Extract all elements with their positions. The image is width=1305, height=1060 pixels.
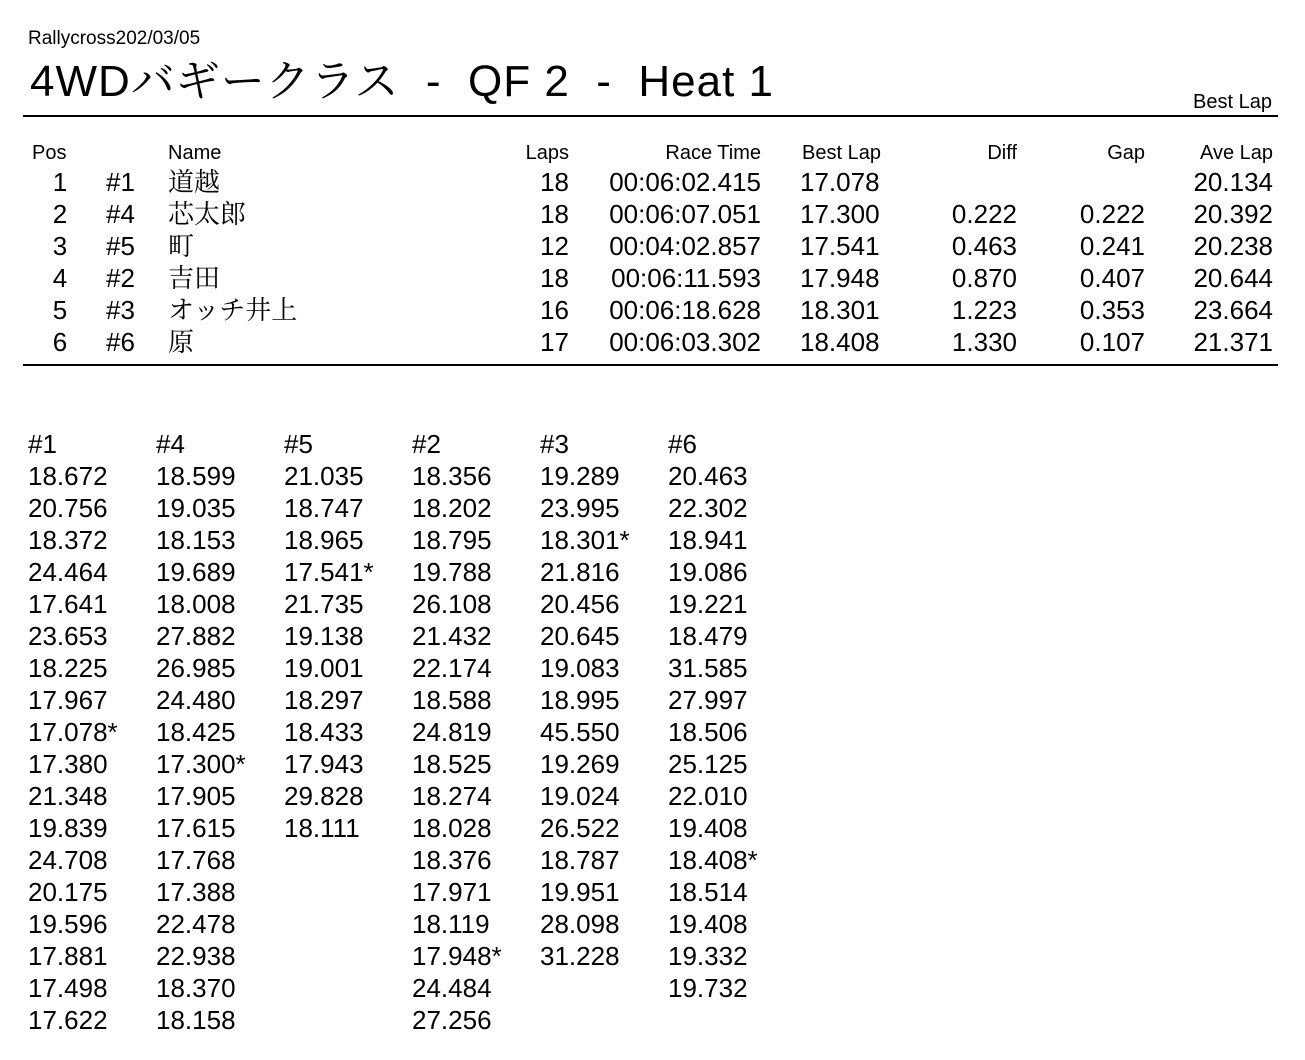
- lap-time: 19.086: [668, 557, 748, 587]
- lap-time: 17.881: [28, 941, 108, 971]
- lap-time: 28.098: [540, 909, 620, 939]
- result-race-time: 00:06:07.051: [609, 199, 761, 229]
- result-ave-lap: 23.664: [1193, 295, 1273, 325]
- result-ave-lap: 20.392: [1193, 199, 1273, 229]
- lap-time: 19.289: [540, 461, 620, 491]
- result-ave-lap: 20.134: [1193, 167, 1273, 197]
- col-header-best-lap: Best Lap: [802, 142, 881, 164]
- lap-time: 17.943: [284, 749, 364, 779]
- lap-time: 17.541*: [284, 557, 374, 587]
- result-race-time: 00:06:11.593: [611, 263, 761, 293]
- lap-time: 17.622: [28, 1005, 108, 1035]
- lap-time: 18.747: [284, 493, 364, 523]
- top-rule: [23, 115, 1278, 117]
- col-header-race-time: Race Time: [665, 142, 761, 164]
- lap-column-car: #3: [540, 429, 569, 459]
- lap-time: 18.225: [28, 653, 108, 683]
- lap-time: 18.202: [412, 493, 492, 523]
- result-pos: 5: [52, 295, 68, 325]
- lap-time: 18.356: [412, 461, 492, 491]
- result-gap: 0.407: [1079, 263, 1145, 293]
- lap-time: 24.480: [156, 685, 236, 715]
- lap-time: 19.408: [668, 909, 748, 939]
- result-row: [0, 230, 1305, 262]
- lap-time: 18.795: [412, 525, 492, 555]
- result-best-lap: 17.541: [800, 231, 880, 261]
- lap-column: [284, 428, 412, 1036]
- lap-time: 18.787: [540, 845, 620, 875]
- lap-time: 45.550: [540, 717, 620, 747]
- mode-label: Best Lap: [1193, 91, 1272, 113]
- lap-time: 19.596: [28, 909, 108, 939]
- lap-time: 18.514: [668, 877, 748, 907]
- result-car-number: #5: [106, 231, 135, 261]
- result-ave-lap: 20.644: [1193, 263, 1273, 293]
- result-pos: 4: [52, 263, 68, 293]
- lap-time: 21.035: [284, 461, 364, 491]
- result-race-time: 00:04:02.857: [609, 231, 761, 261]
- lap-column-car: #4: [156, 429, 185, 459]
- lap-time: 19.138: [284, 621, 364, 651]
- result-row: [0, 198, 1305, 230]
- result-row: [0, 166, 1305, 198]
- lap-time: 27.256: [412, 1005, 492, 1035]
- result-row: [0, 326, 1305, 358]
- result-laps: 12: [540, 231, 569, 261]
- result-driver-name: オッチ井上: [168, 295, 298, 325]
- lap-time: 18.408*: [668, 845, 758, 875]
- col-header-laps: Laps: [525, 142, 569, 164]
- result-diff: 0.870: [951, 263, 1017, 293]
- result-car-number: #6: [106, 327, 135, 357]
- lap-time: 17.078*: [28, 717, 118, 747]
- lap-time: 20.456: [540, 589, 620, 619]
- lap-time: 27.882: [156, 621, 236, 651]
- lap-time: 18.941: [668, 525, 748, 555]
- result-ave-lap: 21.371: [1193, 327, 1273, 357]
- lap-time: 18.111: [284, 813, 360, 843]
- lap-time: 19.024: [540, 781, 620, 811]
- lap-time: 24.464: [28, 557, 108, 587]
- lap-column: [28, 428, 156, 1036]
- result-diff: 1.330: [951, 327, 1017, 357]
- lap-time: 21.816: [540, 557, 620, 587]
- lap-time: 26.522: [540, 813, 620, 843]
- results-header-row: [0, 140, 1305, 166]
- result-laps: 16: [540, 295, 569, 325]
- lap-time: 26.108: [412, 589, 492, 619]
- lap-time: 18.425: [156, 717, 236, 747]
- result-diff: 0.222: [951, 199, 1017, 229]
- lap-time: 18.153: [156, 525, 236, 555]
- lap-time: 18.479: [668, 621, 748, 651]
- result-laps: 17: [540, 327, 569, 357]
- results-table: [0, 140, 1305, 358]
- lap-time: 29.828: [284, 781, 364, 811]
- lap-time: 17.768: [156, 845, 236, 875]
- report-subtitle: Rallycross202/03/05: [28, 28, 201, 49]
- col-header-pos: Pos: [32, 142, 67, 164]
- result-ave-lap: 20.238: [1193, 231, 1273, 261]
- result-row: [0, 294, 1305, 326]
- result-car-number: #3: [106, 295, 135, 325]
- lap-time: 17.380: [28, 749, 108, 779]
- lap-time: 31.585: [668, 653, 748, 683]
- lap-time: 17.388: [156, 877, 236, 907]
- lap-time: 19.269: [540, 749, 620, 779]
- result-best-lap: 18.408: [800, 327, 880, 357]
- lap-time: 25.125: [668, 749, 748, 779]
- result-pos: 6: [52, 327, 68, 357]
- lap-column: [540, 428, 668, 1036]
- lap-time: 19.035: [156, 493, 236, 523]
- result-pos: 1: [52, 167, 68, 197]
- result-race-time: 00:06:02.415: [609, 167, 761, 197]
- lap-time: 18.119: [412, 909, 490, 939]
- result-laps: 18: [540, 167, 569, 197]
- lap-time: 18.965: [284, 525, 364, 555]
- lap-time: 24.708: [28, 845, 108, 875]
- lap-time: 19.408: [668, 813, 748, 843]
- result-race-time: 00:06:03.302: [609, 327, 761, 357]
- lap-time: 20.175: [28, 877, 108, 907]
- lap-time: 27.997: [668, 685, 748, 715]
- lap-column-car: #2: [412, 429, 441, 459]
- lap-time: 17.967: [28, 685, 108, 715]
- lap-time: 19.732: [668, 973, 748, 1003]
- lap-time: 18.376: [412, 845, 492, 875]
- lap-time: 18.506: [668, 717, 748, 747]
- result-driver-name: 原: [168, 327, 195, 357]
- lap-time: 17.905: [156, 781, 236, 811]
- lap-column-car: #5: [284, 429, 313, 459]
- lap-time: 23.653: [28, 621, 108, 651]
- lap-time: 18.370: [156, 973, 236, 1003]
- lap-time: 19.788: [412, 557, 492, 587]
- result-best-lap: 17.948: [800, 263, 880, 293]
- lap-time: 20.645: [540, 621, 620, 651]
- lap-time: 17.615: [156, 813, 236, 843]
- lap-time: 19.839: [28, 813, 108, 843]
- lap-time: 20.756: [28, 493, 108, 523]
- lap-time: 17.971: [412, 877, 492, 907]
- lap-time: 22.938: [156, 941, 236, 971]
- lap-time: 19.332: [668, 941, 748, 971]
- report-title: 4WDバギークラス - QF 2 - Heat 1: [30, 57, 774, 106]
- result-laps: 18: [540, 263, 569, 293]
- lap-time: 18.158: [156, 1005, 236, 1035]
- lap-time: 26.985: [156, 653, 236, 683]
- lap-time: 17.948*: [412, 941, 502, 971]
- result-driver-name: 芯太郎: [168, 199, 247, 229]
- lap-time: 20.463: [668, 461, 748, 491]
- result-best-lap: 17.078: [800, 167, 880, 197]
- lap-time: 18.274: [412, 781, 492, 811]
- lap-time: 18.433: [284, 717, 364, 747]
- result-row: [0, 262, 1305, 294]
- col-header-name: Name: [168, 142, 222, 164]
- result-driver-name: 道越: [168, 167, 221, 197]
- lap-time: 18.588: [412, 685, 492, 715]
- lap-column-car: #6: [668, 429, 697, 459]
- lap-time: 18.995: [540, 685, 620, 715]
- result-diff: 1.223: [951, 295, 1017, 325]
- lap-time: 22.174: [412, 653, 492, 683]
- lap-time: 19.221: [668, 589, 748, 619]
- lap-time: 19.083: [540, 653, 620, 683]
- result-car-number: #1: [106, 167, 135, 197]
- result-driver-name: 吉田: [168, 263, 221, 293]
- lap-time: 19.001: [284, 653, 364, 683]
- lap-time: 21.735: [284, 589, 364, 619]
- lap-time: 18.599: [156, 461, 236, 491]
- result-best-lap: 17.300: [800, 199, 880, 229]
- lap-time: 24.484: [412, 973, 492, 1003]
- result-car-number: #2: [106, 263, 135, 293]
- lap-time: 18.297: [284, 685, 364, 715]
- result-gap: 0.222: [1079, 199, 1145, 229]
- lap-time: 17.300*: [156, 749, 246, 779]
- results-body: [0, 166, 1305, 358]
- lap-time: 24.819: [412, 717, 492, 747]
- lap-column: [412, 428, 540, 1036]
- result-diff: 0.463: [951, 231, 1017, 261]
- result-car-number: #4: [106, 199, 135, 229]
- lap-column: [156, 428, 284, 1036]
- bottom-rule: [23, 364, 1278, 366]
- result-gap: 0.241: [1079, 231, 1145, 261]
- result-gap: 0.107: [1079, 327, 1145, 357]
- result-pos: 3: [52, 231, 68, 261]
- lap-time: 19.951: [540, 877, 620, 907]
- lap-time: 23.995: [540, 493, 620, 523]
- lap-column-car: #1: [28, 429, 57, 459]
- result-race-time: 00:06:18.628: [609, 295, 761, 325]
- result-best-lap: 18.301: [800, 295, 880, 325]
- col-header-diff: Diff: [987, 142, 1017, 164]
- lap-time: 18.672: [28, 461, 108, 491]
- result-driver-name: 町: [168, 231, 195, 261]
- lap-time: 17.641: [28, 589, 108, 619]
- lap-time: 18.028: [412, 813, 492, 843]
- lap-time: 17.498: [28, 973, 108, 1003]
- lap-time: 18.372: [28, 525, 108, 555]
- lap-time: 22.010: [668, 781, 748, 811]
- col-header-ave-lap: Ave Lap: [1199, 142, 1273, 164]
- lap-time: 19.689: [156, 557, 236, 587]
- lap-time: 31.228: [540, 941, 620, 971]
- lap-times-grid: [28, 428, 796, 1036]
- col-header-gap: Gap: [1107, 142, 1145, 164]
- lap-time: 22.302: [668, 493, 748, 523]
- lap-time: 22.478: [156, 909, 236, 939]
- lap-time: 21.348: [28, 781, 108, 811]
- result-gap: 0.353: [1079, 295, 1145, 325]
- lap-time: 21.432: [412, 621, 492, 651]
- lap-time: 18.525: [412, 749, 492, 779]
- result-laps: 18: [540, 199, 569, 229]
- lap-time: 18.301*: [540, 525, 630, 555]
- lap-time: 18.008: [156, 589, 236, 619]
- result-pos: 2: [52, 199, 68, 229]
- lap-column: [668, 428, 796, 1036]
